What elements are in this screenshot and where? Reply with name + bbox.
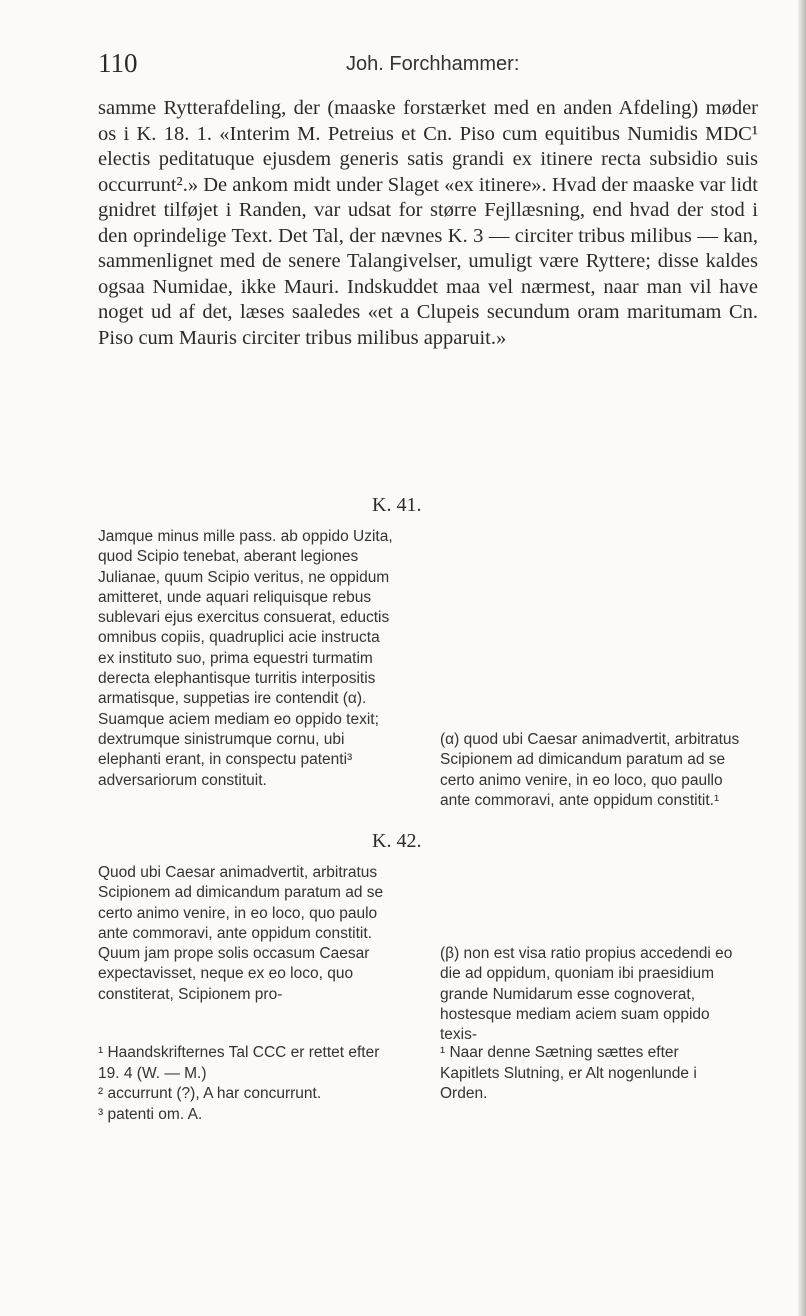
page-edge-shadow <box>798 0 806 1316</box>
footnotes-right <box>440 1043 740 1105</box>
variant-text-k42: (β) non est visa ratio propius accedendi eo die ad oppidum, quoniam ibi praesidium grande Numidarum esse cognoverat, hostesque mediam aciem suam oppido texis- <box>440 945 733 1044</box>
main-text-block <box>98 96 758 351</box>
variant-column-k41 <box>440 730 740 811</box>
latin-column-k42 <box>98 863 398 1005</box>
footnote: ¹ Haandskrifternes Tal CCC er rettet efter 19. 4 (W. — M.) <box>98 1044 380 1082</box>
footnote: ² accurrunt (?), A har concurrunt. <box>98 1085 322 1102</box>
section-heading-k41: K. 41. <box>372 494 422 516</box>
footnotes-left <box>98 1043 398 1125</box>
variant-text-k41: (α) quod ubi Caesar animadvertit, arbitratus Scipionem ad dimicandum paratum ad se certo animo venire, in eo loco, quo paullo ante commoravi, ante oppidum constitit.¹ <box>440 731 740 809</box>
footnote: ¹ Naar denne Sætning sættes efter Kapitlets Slutning, er Alt nogenlunde i Orden. <box>440 1044 697 1102</box>
latin-text-k41: Jamque minus mille pass. ab oppido Uzita, quod Scipio tenebat, aberant legiones Julianae, quum Scipio veritus, ne oppidum amitteret, unde aquari reliquisque rebus sublevari ejus exercitus consuerat, eductis omnibus copiis, quadruplici acie instructa ex instituto suo, prima equestri turmatim derecta elephantisque turritis interpositis armatisque, suppetias ire contendit (α). Suamque aciem mediam eo oppido texit; dextrumque sinistrumque cornu, ubi elephanti erant, in conspectu patenti³ adversariorum constituit. <box>98 528 393 789</box>
latin-text-k42: Quod ubi Caesar animadvertit, arbitratus Scipionem ad dimicandum paratum ad se certo animo venire, in eo loco, quo paulo ante commoravi, ante oppidum constitit. Quum jam prope solis occasum Caesar expectavisset, neque ex eo loco, quo constiterat, Scipionem pro- <box>98 864 384 1003</box>
variant-column-k42 <box>440 944 740 1045</box>
main-paragraph: samme Rytterafdeling, der (maaske forstærket med en anden Afdeling) møder os i K. 18. 1. «Interim M. Petreius et Cn. Piso cum equitibus Numidis MDC¹ electis peditatuque ejusdem generis satis grandi ex itinere recta subsidio suis occurrunt².» De ankom midt under Slaget «ex itinere». Hvad der maaske var lidt gnidret tilføjet i Randen, var udsat for større Fejllæsning, end hvad der stod i den oprindelige Text. Det Tal, der nævnes K. 3 — circiter tribus milibus — kan, sammenlignet med de senere Talangivelser, umuligt være Ryttere; disse kaldes ogsaa Numidae, ikke Mauri. Indskuddet maa vel nærmest, naar man vil have noget ud af det, læses saaledes «et a Clupeis secundum oram maritumam Cn. Piso cum Mauris circiter tribus milibus apparuit.» <box>98 97 758 349</box>
section-heading-k42: K. 42. <box>372 830 422 852</box>
footnote: ³ patenti om. A. <box>98 1105 203 1123</box>
latin-column-k41 <box>98 527 398 791</box>
running-head: Joh. Forchhammer: <box>346 53 520 75</box>
page-number: 110 <box>98 48 138 78</box>
